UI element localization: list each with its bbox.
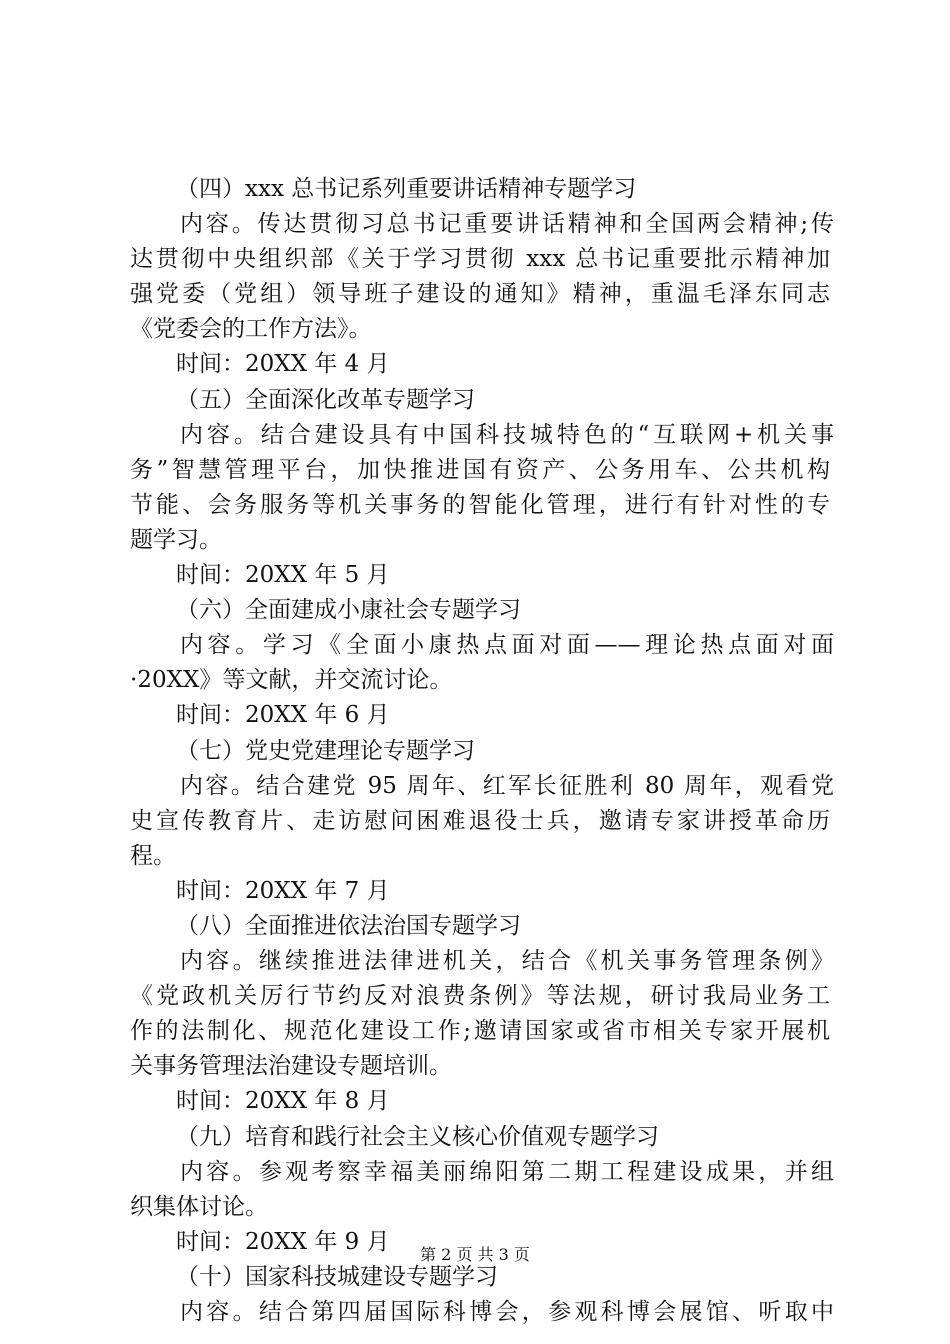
- text-line: 内容。结合建党 95 周年、红军长征胜利 80 周年，观看党: [180, 772, 834, 799]
- text-line: 时间：20XX 年 5 月: [176, 562, 390, 589]
- text-line: ·20XX》等文献，并交流讨论。: [130, 667, 453, 694]
- text-line: 内容。继续推进法律进机关，结合《机关事务管理条例》: [180, 948, 834, 975]
- text-line: 时间：20XX 年 4 月: [176, 351, 390, 378]
- text-line: （八）全面推进依法治国专题学习: [176, 912, 521, 939]
- text-line: 务”智慧管理平台，加快推进国有资产、公务用车、公共机构: [130, 456, 830, 483]
- text-line: （五）全面深化改革专题学习: [176, 386, 475, 413]
- document-body: [130, 172, 834, 1330]
- text-line: 《党政机关厉行节约反对浪费条例》等法规，研讨我局业务工: [130, 983, 830, 1010]
- text-line: 作的法制化、规范化建设工作;邀请国家或省市相关专家开展机: [130, 1018, 830, 1045]
- text-line: （四）xxx 总书记系列重要讲话精神专题学习: [176, 176, 637, 202]
- text-line: 程。: [130, 842, 176, 869]
- text-line: 题学习。: [130, 526, 222, 553]
- text-line: （七）党史党建理论专题学习: [176, 737, 475, 764]
- text-line: 时间：20XX 年 9 月: [176, 1228, 390, 1255]
- text-line: 《党委会的工作方法》。: [130, 316, 372, 343]
- text-line: （六）全面建成小康社会专题学习: [176, 597, 521, 624]
- text-line: 时间：20XX 年 6 月: [176, 702, 390, 729]
- text-line: 时间：20XX 年 8 月: [176, 1088, 390, 1115]
- text-line: 时间：20XX 年 7 月: [176, 877, 390, 904]
- text-line: 内容。参观考察幸福美丽绵阳第二期工程建设成果，并组: [180, 1158, 834, 1185]
- text-line: 关事务管理法治建设专题培训。: [130, 1053, 452, 1080]
- text-line: （十）国家科技城建设专题学习: [176, 1263, 498, 1290]
- text-line: 达贯彻中央组织部《关于学习贯彻 xxx 总书记重要批示精神加: [130, 246, 830, 273]
- text-line: 内容。学习《全面小康热点面对面——理论热点面对面: [180, 632, 834, 659]
- text-line: （九）培育和践行社会主义核心价值观专题学习: [176, 1123, 659, 1150]
- text-line: 节能、会务服务等机关事务的智能化管理，进行有针对性的专: [130, 491, 830, 518]
- page-footer: 第 2 页 共 3 页: [420, 1245, 530, 1264]
- text-line: 内容。结合第四届国际科博会，参观科博会展馆、听取中: [180, 1299, 834, 1325]
- text-line: 强党委（党组）领导班子建设的通知》精神，重温毛泽东同志: [130, 281, 830, 308]
- text-line: 内容。传达贯彻习总书记重要讲话精神和全国两会精神;传: [180, 211, 834, 238]
- text-line: 内容。结合建设具有中国科技城特色的“互联网+机关事: [180, 421, 834, 448]
- text-line: 织集体讨论。: [130, 1193, 268, 1220]
- text-line: 史宣传教育片、走访慰问困难退役士兵，邀请专家讲授革命历: [130, 807, 830, 834]
